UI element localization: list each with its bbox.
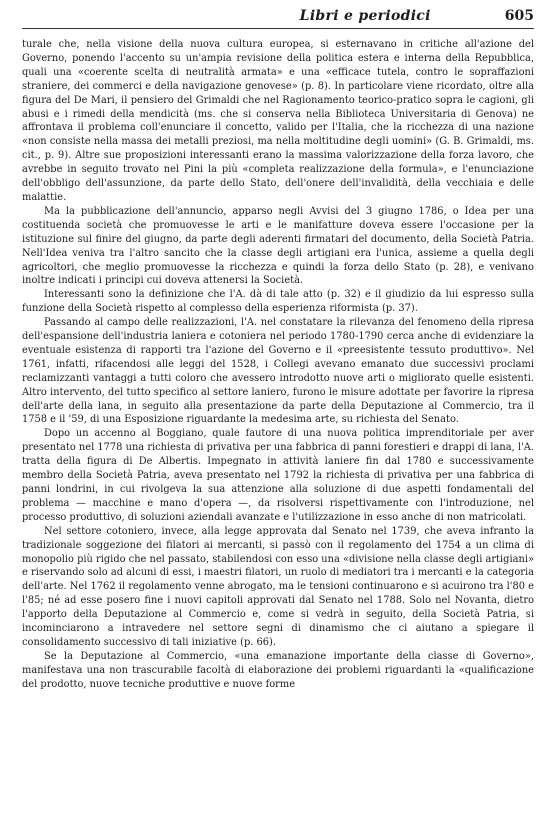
paragraph: Ma la pubblicazione dell'annuncio, apparso negli Avvisi del 3 giugno 1786, o Idea per una costituenda società che promuovesse le arti e le manifatture doveva essere l'occasione per la istituzione sul finire del giugno, da parte degli aderenti firmatari del documento, della Società Patria. Nell'Idea veniva tra l'altro sancito che la classe degli artigiani era l'unica, assieme a quella degli agricoltori, che meglio promuovesse la ricchezza e quindi la forza dello Stato (p. 28), e venivano inoltre indicati i principi cui doveva attenersi la Società.	[22, 205, 534, 287]
paragraph: Interessanti sono la definizione che l'A. dà di tale atto (p. 32) e il giudizio da lui espresso sulla funzione della Società rispetto al complesso della esperienza riformista (p. 37).	[22, 289, 534, 315]
page-body	[22, 38, 534, 692]
paragraph: Dopo un accenno al Boggiano, quale fautore di una nuova politica imprenditoriale per aver presentato nel 1778 una richiesta di privativa per una fabbrica di panni forestieri e drappi di lana, l'A. tratta della figura di De Albertis. Impegnato in attività laniere fin dal 1780 e successivamente membro della Società Patria, aveva presentato nel 1792 la richiesta di privativa per una fabbrica di panni londrini, in cui rivolgeva la sua attenzione alla soluzione di due aspetti fondamentali del problema — macchine e mano d'opera —, da risolversi rispettivamente con l'introduzione, nel processo produttivo, di soluzioni aziendali avanzate e l'utilizzazione in esso anche di non matricolati.	[22, 428, 534, 523]
paragraph: Se la Deputazione al Commercio, «una emanazione importante della classe di Governo», manifestava una non trascurabile facoltà di elaborazione dei problemi riguardanti la «qualificazione del prodotto, nuove tecniche produttive e nuove forme	[22, 650, 534, 690]
running-title: Libri e periodici	[299, 8, 431, 24]
page-header	[22, 8, 534, 29]
paragraph-continued: turale che, nella visione della nuova cultura europea, si esternavano in critiche all'azione del Governo, ponendo l'accento su un'ampia revisione della politica estera e interna della Repubblica, quali una «coerente scelta di neutralità armata» e una «efficace tutela, contro le sopraffazioni straniere, dei commerci e della navigazione genovese» (p. 8). In particolare viene ricordato, oltre alla figura del De Mari, il pensiero del Grimaldi che nel Ragionamento teorico-pratico sopra le cagioni, gli abusi e i rimedi della mendicità (ms. che si conserva nella Biblioteca Universitaria di Genova) ne affrontava il problema coll'enunciare il concetto, valido per l'Italia, che la ricchezza di una nazione «non consiste nella massa dei metalli preziosi, ma nella moltitudine degli uomini» (G. B. Grimaldi, ms. cit., p. 9). Altre sue proposizioni interessanti erano la massima valorizzazione della forza lavoro, che avrebbe in seguito trovato nel Pini la più «completa realizzazione della formula», e l'enunciazione dell'obbligo dell'assunzione, da parte dello Stato, dell'onere dell'invalidità, della vecchiaia e delle malattie.	[22, 39, 534, 203]
paragraph: Passando al campo delle realizzazioni, l'A. nel constatare la rilevanza del fenomeno della ripresa dell'espansione dell'industria laniera e cotoniera nel periodo 1780-1790 cerca anche di evidenziare la eventuale esistenza di rapporti tra l'azione del Governo e il «preesistente tessuto produttivo». Nel 1761, infatti, rifacendosi alle leggi del 1528, i Collegi avevano emanato due successivi proclami reclamizzanti vantaggi a tutti coloro che avessero introdotto nuove arti o migliorato quelle esistenti. Altro intervento, del tutto specifico al settore laniero, furono le misure adottate per favorire la ripresa dell'arte della lana, in seguito alla presentazione da parte della Deputazione al Commercio, tra il 1758 e il '59, di una Esposizione riguardante la medesima arte, su richiesta del Senato.	[22, 317, 534, 426]
paragraph: Nel settore cotoniero, invece, alla legge approvata dal Senato nel 1739, che aveva infranto la tradizionale soggezione dei filatori ai mercanti, si passò con il regolamento del 1754 a un clima di monopolio più rigido che nel passato, stabilendosi con esso una «divisione nella classe degli artigiani» e riservando solo ad alcuni di essi, i maestri filatori, un ruolo di mediatori tra i mercanti e la categoria dell'arte. Nel 1762 il regolamento venne abrogato, ma le tensioni continuarono e si acuirono tra l'80 e l'85; né ad esse posero fine i nuovi capitoli approvati dal Senato nel 1788. Solo nel Novanta, dietro l'apporto della Deputazione al Commercio e, come si vedrà in seguito, della Società Patria, si incominciarono a intravedere nel settore segni di dinamismo che ci aiutano a spiegare il consolidamento successivo di tali iniziative (p. 66).	[22, 525, 534, 648]
page-number: 605	[504, 8, 534, 24]
